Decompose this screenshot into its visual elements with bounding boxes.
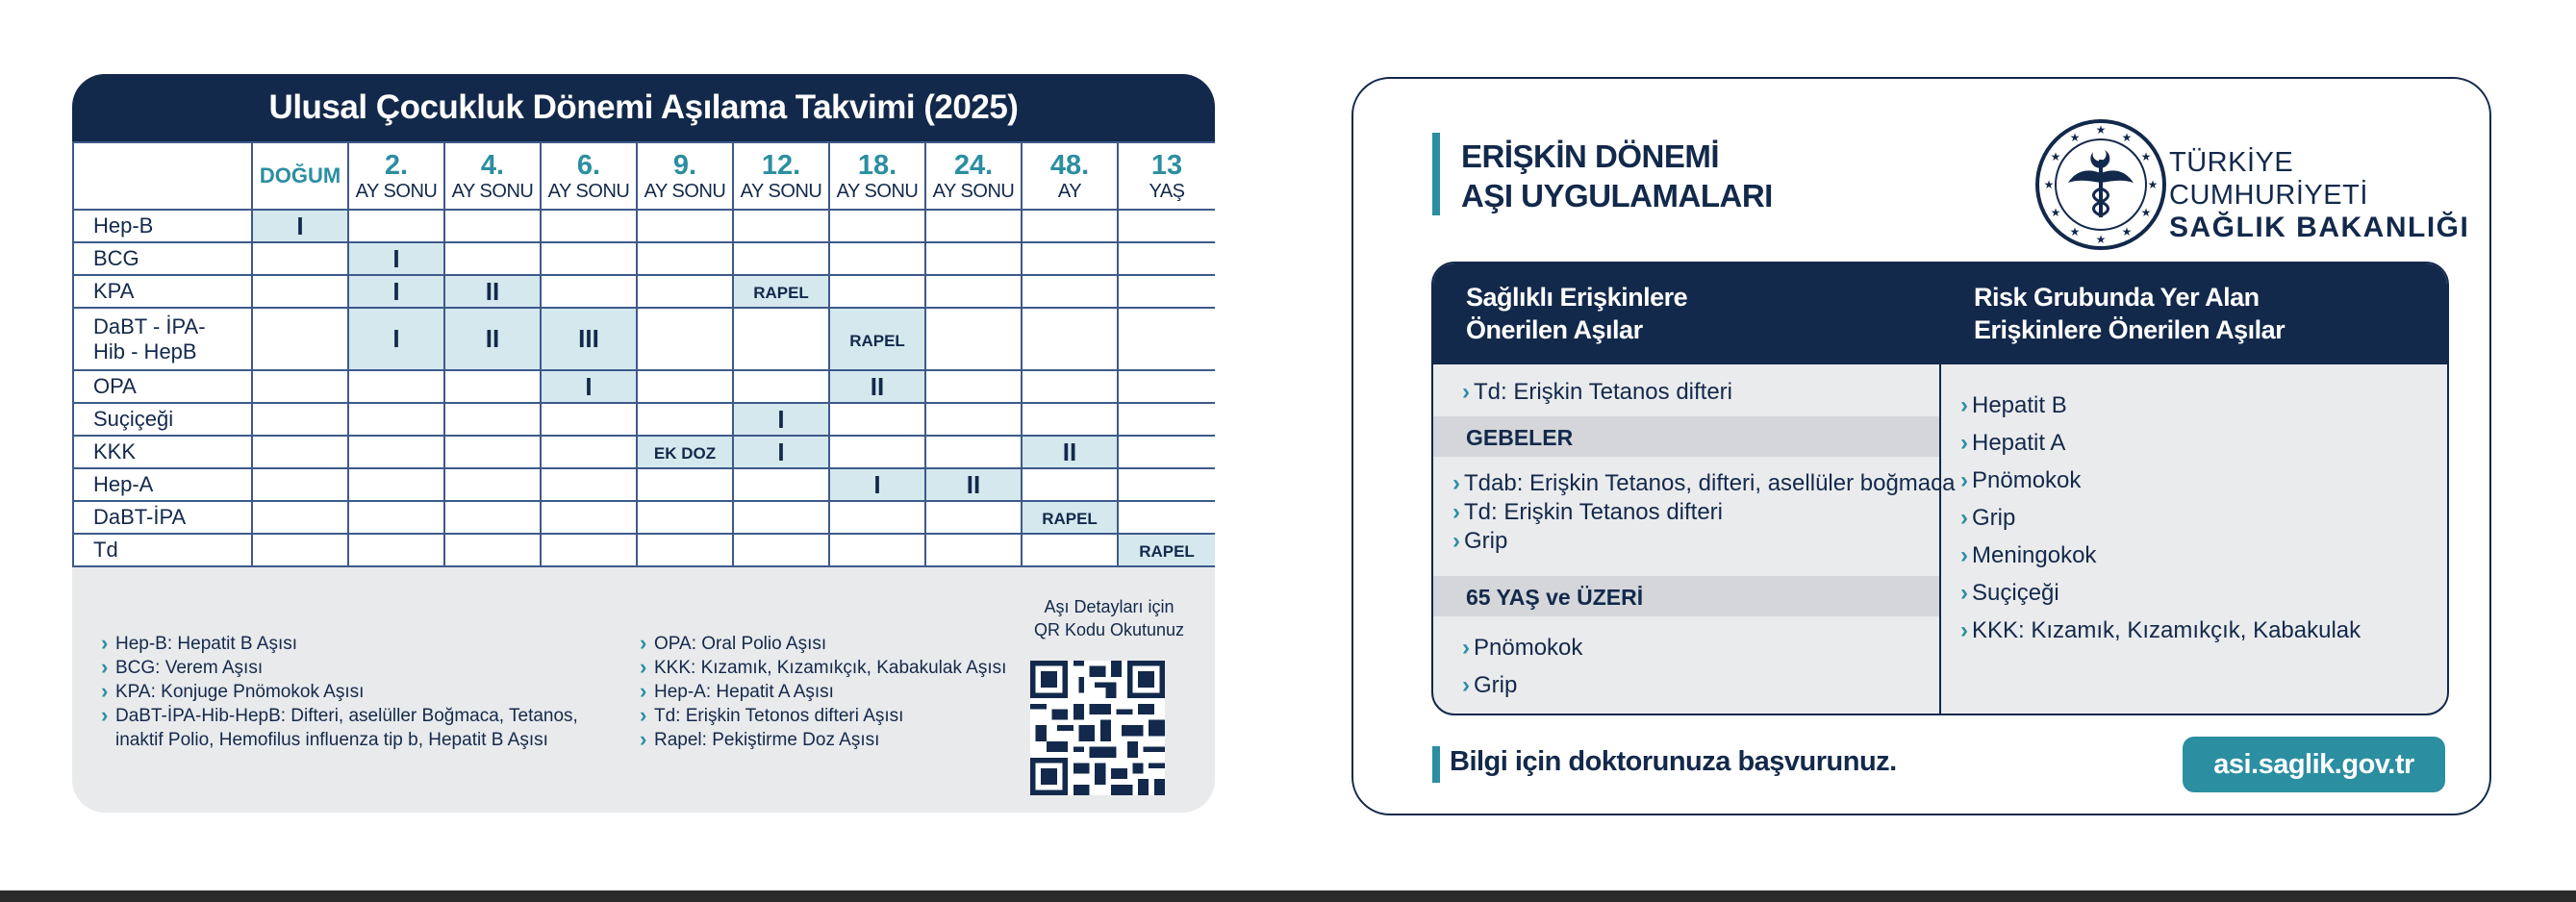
svg-text:★: ★ <box>2069 225 2081 238</box>
empty-cell <box>925 308 1022 370</box>
empty-cell <box>444 436 541 468</box>
empty-cell <box>1118 242 1215 275</box>
list-item: › Td: Erişkin Tetanos difteri <box>1452 499 1724 525</box>
healthy-adults-header: Sağlıklı Erişkinlere Önerilen Aşılar <box>1433 263 1939 364</box>
empty-cell <box>1118 308 1215 370</box>
footer-accent-bar <box>1432 746 1440 783</box>
dose-cell: RAPEL <box>733 275 829 308</box>
dose-cell: EK DOZ <box>637 436 733 468</box>
dose-cell: II <box>829 370 925 403</box>
empty-cell <box>444 370 541 403</box>
list-item: › Pnömokok <box>1462 635 1583 661</box>
chevron-right-icon: › <box>1960 542 1968 568</box>
website-link-button[interactable]: asi.saglik.gov.tr <box>2183 737 2445 792</box>
empty-cell <box>541 501 637 534</box>
schedule-row <box>73 468 1215 501</box>
list-item: › Suçiçeği <box>1960 580 2059 606</box>
schedule-row <box>73 275 1215 308</box>
empty-cell <box>1118 436 1215 468</box>
empty-cell <box>829 210 925 242</box>
header-age: 13 YAŞ <box>1118 142 1215 210</box>
svg-text:★: ★ <box>2069 131 2081 144</box>
empty-cell <box>1118 210 1215 242</box>
list-item: › Hepatit B <box>1960 392 2067 418</box>
empty-cell <box>348 534 444 566</box>
svg-text:★: ★ <box>2095 123 2107 137</box>
empty-cell <box>637 501 733 534</box>
svg-text:★: ★ <box>2147 178 2159 191</box>
empty-cell <box>541 210 637 242</box>
list-item: › Grip <box>1462 672 1518 698</box>
empty-cell <box>733 501 829 534</box>
empty-cell <box>637 242 733 275</box>
schedule-header-row <box>73 142 1215 210</box>
empty-cell <box>444 468 541 501</box>
chevron-right-icon: › <box>1452 528 1460 554</box>
schedule-row <box>73 308 1215 370</box>
schedule-row <box>73 210 1215 242</box>
empty-cell <box>1022 275 1118 308</box>
empty-cell <box>541 534 637 566</box>
vaccine-name: Td <box>73 534 252 566</box>
adult-vaccination-card <box>1351 77 2491 815</box>
chevron-right-icon: › <box>1452 470 1460 496</box>
empty-cell <box>925 436 1022 468</box>
empty-cell <box>1118 468 1215 501</box>
empty-cell <box>444 501 541 534</box>
empty-cell <box>444 534 541 566</box>
chevron-right-icon: › <box>1960 392 1968 418</box>
section-band-pregnant: GEBELER <box>1433 416 1939 457</box>
empty-cell <box>252 275 348 308</box>
empty-cell <box>348 370 444 403</box>
empty-cell <box>829 242 925 275</box>
empty-cell <box>1118 275 1215 308</box>
svg-text:★: ★ <box>2095 233 2107 246</box>
empty-cell <box>733 242 829 275</box>
dose-cell: RAPEL <box>829 308 925 370</box>
header-age: 9. AY SONU <box>637 142 733 210</box>
empty-cell <box>637 403 733 436</box>
empty-cell <box>348 403 444 436</box>
header-age: 18. AY SONU <box>829 142 925 210</box>
legend-list-a <box>101 632 640 752</box>
vaccine-name: DaBT - İPA- Hib - HepB <box>73 308 252 370</box>
empty-cell <box>925 370 1022 403</box>
empty-cell <box>829 403 925 436</box>
empty-cell <box>637 534 733 566</box>
empty-cell <box>1022 308 1118 370</box>
empty-cell <box>252 242 348 275</box>
svg-text:★: ★ <box>2043 178 2055 191</box>
svg-text:★: ★ <box>2121 225 2133 238</box>
empty-cell <box>252 534 348 566</box>
legend-item: › Td: Erişkin Tetonos difteri Aşısı <box>640 704 1044 728</box>
ministry-emblem-icon <box>2033 117 2168 252</box>
empty-cell <box>637 468 733 501</box>
chevron-right-icon: › <box>1462 672 1470 698</box>
empty-cell <box>541 468 637 501</box>
empty-cell <box>252 468 348 501</box>
dose-cell: I <box>733 403 829 436</box>
schedule-row <box>73 370 1215 403</box>
adult-card-title: ERİŞKİN DÖNEMİ AŞI UYGULAMALARI <box>1461 138 1773 213</box>
legend-item: › BCG: Verem Aşısı <box>101 656 640 680</box>
empty-cell <box>925 242 1022 275</box>
empty-cell <box>1022 242 1118 275</box>
empty-cell <box>541 242 637 275</box>
empty-cell <box>541 403 637 436</box>
svg-text:★: ★ <box>2140 206 2152 219</box>
empty-cell <box>348 210 444 242</box>
empty-cell <box>733 468 829 501</box>
doctor-advice-text: Bilgi için doktorunuza başvurunuz. <box>1450 746 1897 777</box>
legend-item: › OPA: Oral Polio Aşısı <box>640 632 1044 656</box>
vaccine-name: KPA <box>73 275 252 308</box>
header-age: 6. AY SONU <box>541 142 637 210</box>
empty-cell <box>1118 403 1215 436</box>
header-age: 2. AY SONU <box>348 142 444 210</box>
empty-cell <box>252 308 348 370</box>
chevron-right-icon: › <box>1960 467 1968 493</box>
schedule-table <box>72 141 1215 567</box>
empty-cell <box>733 370 829 403</box>
chevron-right-icon: › <box>1452 499 1460 525</box>
empty-cell <box>348 501 444 534</box>
schedule-title: Ulusal Çocukluk Dönemi Aşılama Takvimi (2025) <box>72 74 1215 141</box>
list-item: › KKK: Kızamık, Kızamıkçık, Kabakulak <box>1960 617 2361 643</box>
risk-group-header: Risk Grubunda Yer Alan Erişkinlere Önerilen Aşılar <box>1941 263 2449 364</box>
empty-cell <box>637 275 733 308</box>
qr-caption: Aşı Detayları için QR Kodu Okutunuz <box>1033 597 1185 639</box>
childhood-schedule-card <box>72 74 1215 813</box>
empty-cell <box>925 210 1022 242</box>
adult-vaccine-grid <box>1431 262 2449 715</box>
dose-cell: II <box>925 468 1022 501</box>
dose-cell: I <box>252 210 348 242</box>
empty-cell <box>925 275 1022 308</box>
empty-cell <box>637 308 733 370</box>
empty-cell <box>925 534 1022 566</box>
chevron-right-icon: › <box>1960 430 1968 456</box>
schedule-row <box>73 403 1215 436</box>
list-item: › Meningokok <box>1960 542 2097 568</box>
dose-cell: II <box>1022 436 1118 468</box>
dose-cell: RAPEL <box>1118 534 1215 566</box>
legend-item: › KPA: Konjuge Pnömokok Aşısı <box>101 680 640 704</box>
empty-cell <box>444 403 541 436</box>
qr-code-icon[interactable] <box>1030 661 1165 795</box>
vaccine-name: Hep-A <box>73 468 252 501</box>
svg-text:★: ★ <box>2121 131 2133 144</box>
header-age: 48. AY <box>1022 142 1118 210</box>
schedule-row <box>73 242 1215 275</box>
list-item: › Grip <box>1452 528 1508 554</box>
svg-text:★: ★ <box>2050 206 2061 219</box>
vaccine-name: KKK <box>73 436 252 468</box>
header-age: 12. AY SONU <box>733 142 829 210</box>
schedule-row <box>73 534 1215 566</box>
legend-item: › Rapel: Pekiştirme Doz Aşısı <box>640 728 1044 752</box>
legend-item: › Hep-A: Hepatit A Aşısı <box>640 680 1044 704</box>
title-accent-bar <box>1432 133 1440 215</box>
empty-cell <box>733 210 829 242</box>
dose-cell: I <box>348 242 444 275</box>
schedule-row <box>73 501 1215 534</box>
vaccine-name: Hep-B <box>73 210 252 242</box>
ministry-name: TÜRKİYE CUMHURİYETİ SAĞLIK BAKANLIĞI <box>2169 147 2470 243</box>
svg-text:★: ★ <box>2140 150 2152 163</box>
dose-cell: I <box>541 370 637 403</box>
empty-cell <box>1118 370 1215 403</box>
header-age: 4. AY SONU <box>444 142 541 210</box>
list-item: › Td: Erişkin Tetanos difteri <box>1462 379 1733 405</box>
empty-cell <box>541 275 637 308</box>
vaccine-name: OPA <box>73 370 252 403</box>
dose-cell: II <box>444 308 541 370</box>
legend-item: › Hep-B: Hepatit B Aşısı <box>101 632 640 656</box>
list-item: › Pnömokok <box>1960 467 2082 493</box>
chevron-right-icon: › <box>1462 379 1470 405</box>
empty-cell <box>348 468 444 501</box>
dose-cell: I <box>348 308 444 370</box>
bottom-edge-strip <box>0 890 2576 902</box>
header-corner <box>73 142 252 210</box>
dose-cell: RAPEL <box>1022 501 1118 534</box>
dose-cell: II <box>444 275 541 308</box>
legend-list-b <box>640 632 1044 752</box>
dose-cell: III <box>541 308 637 370</box>
empty-cell <box>1022 403 1118 436</box>
empty-cell <box>444 242 541 275</box>
vaccine-name: Suçiçeği <box>73 403 252 436</box>
chevron-right-icon: › <box>1462 635 1470 661</box>
empty-cell <box>541 436 637 468</box>
empty-cell <box>348 436 444 468</box>
schedule-row <box>73 436 1215 468</box>
empty-cell <box>829 534 925 566</box>
vaccine-name: BCG <box>73 242 252 275</box>
empty-cell <box>829 436 925 468</box>
empty-cell <box>829 501 925 534</box>
chevron-right-icon: › <box>1960 617 1968 643</box>
vaccine-name: DaBT-İPA <box>73 501 252 534</box>
empty-cell <box>1022 210 1118 242</box>
empty-cell <box>637 210 733 242</box>
empty-cell <box>1022 370 1118 403</box>
list-item: › Grip <box>1960 505 2016 531</box>
empty-cell <box>733 308 829 370</box>
legend-item: › DaBT-İPA-Hib-HepB: Difteri, aselüller Boğmaca, Tetanos, inaktif Polio, Hemofilus influenza tip b, Hepatit B Aşısı <box>101 704 640 752</box>
list-item: › Tdab: Erişkin Tetanos, difteri, asellüler boğmaca <box>1452 470 1956 496</box>
chevron-right-icon: › <box>1960 505 1968 531</box>
dose-cell: I <box>733 436 829 468</box>
chevron-right-icon: › <box>1960 580 1968 606</box>
svg-text:★: ★ <box>2050 150 2061 163</box>
empty-cell <box>829 275 925 308</box>
empty-cell <box>252 403 348 436</box>
empty-cell <box>252 501 348 534</box>
empty-cell <box>252 436 348 468</box>
empty-cell <box>1118 501 1215 534</box>
header-age: 24. AY SONU <box>925 142 1022 210</box>
empty-cell <box>1022 534 1118 566</box>
empty-cell <box>637 370 733 403</box>
empty-cell <box>444 210 541 242</box>
empty-cell <box>925 403 1022 436</box>
dose-cell: I <box>348 275 444 308</box>
dose-cell: I <box>829 468 925 501</box>
header-age: DOĞUM <box>252 142 348 210</box>
list-item: › Hepatit A <box>1960 430 2066 456</box>
section-band-65-plus: 65 YAŞ ve ÜZERİ <box>1433 576 1939 616</box>
empty-cell <box>1022 468 1118 501</box>
legend-item: › KKK: Kızamık, Kızamıkçık, Kabakulak Aşısı <box>640 656 1044 680</box>
empty-cell <box>733 534 829 566</box>
empty-cell <box>925 501 1022 534</box>
empty-cell <box>252 370 348 403</box>
